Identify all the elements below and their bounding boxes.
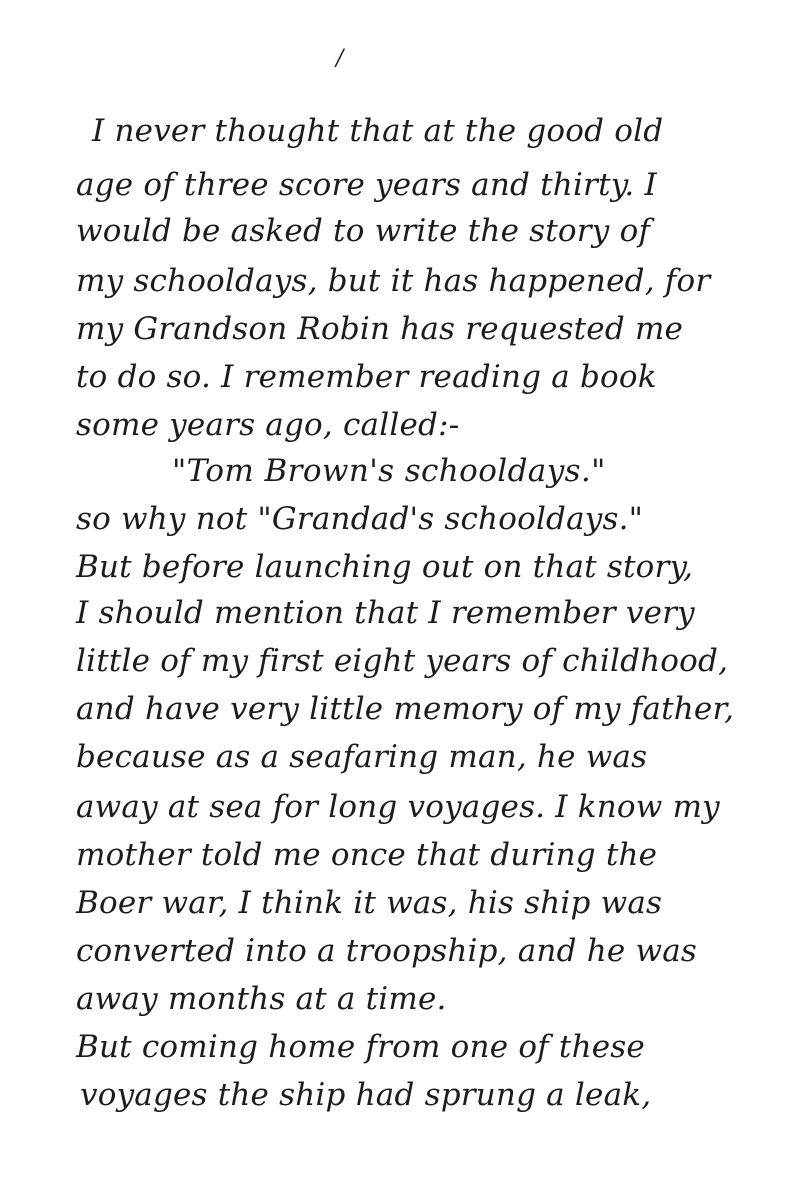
text-line: age of three score years and thirty. I (76, 167, 657, 203)
text-line: But coming home from one of these (76, 1029, 645, 1065)
text-line: converted into a troopship, and he was (76, 933, 697, 969)
text-line: my schooldays, but it has happened, for (76, 263, 711, 299)
text-line: mother told me once that during the (76, 837, 658, 873)
text-line: voyages the ship had sprung a leak, (80, 1077, 652, 1113)
text-line: my Grandson Robin has requested me (76, 311, 684, 347)
text-line: But before launching out on that story, (76, 549, 694, 585)
text-line: I should mention that I remember very (76, 595, 695, 631)
text-line: little of my first eight years of childhood, (76, 643, 729, 679)
text-line: Boer war, I think it was, his ship was (76, 885, 663, 921)
text-line: I never thought that at the good old (92, 113, 664, 149)
book-title-line: "Tom Brown's schooldays." (172, 453, 606, 489)
text-line: and have very little memory of my father, (76, 691, 735, 727)
text-line: so why not "Grandad's schooldays." (76, 501, 644, 537)
text-line: because as a seafaring man, he was (76, 739, 648, 775)
text-line: would be asked to write the story of (76, 213, 651, 249)
page-number: / (336, 46, 344, 71)
text-line: away months at a time. (76, 981, 447, 1017)
text-line: away at sea for long voyages. I know my (76, 789, 720, 825)
text-line: to do so. I remember reading a book (76, 359, 657, 395)
text-line: some years ago, called:- (76, 407, 460, 443)
